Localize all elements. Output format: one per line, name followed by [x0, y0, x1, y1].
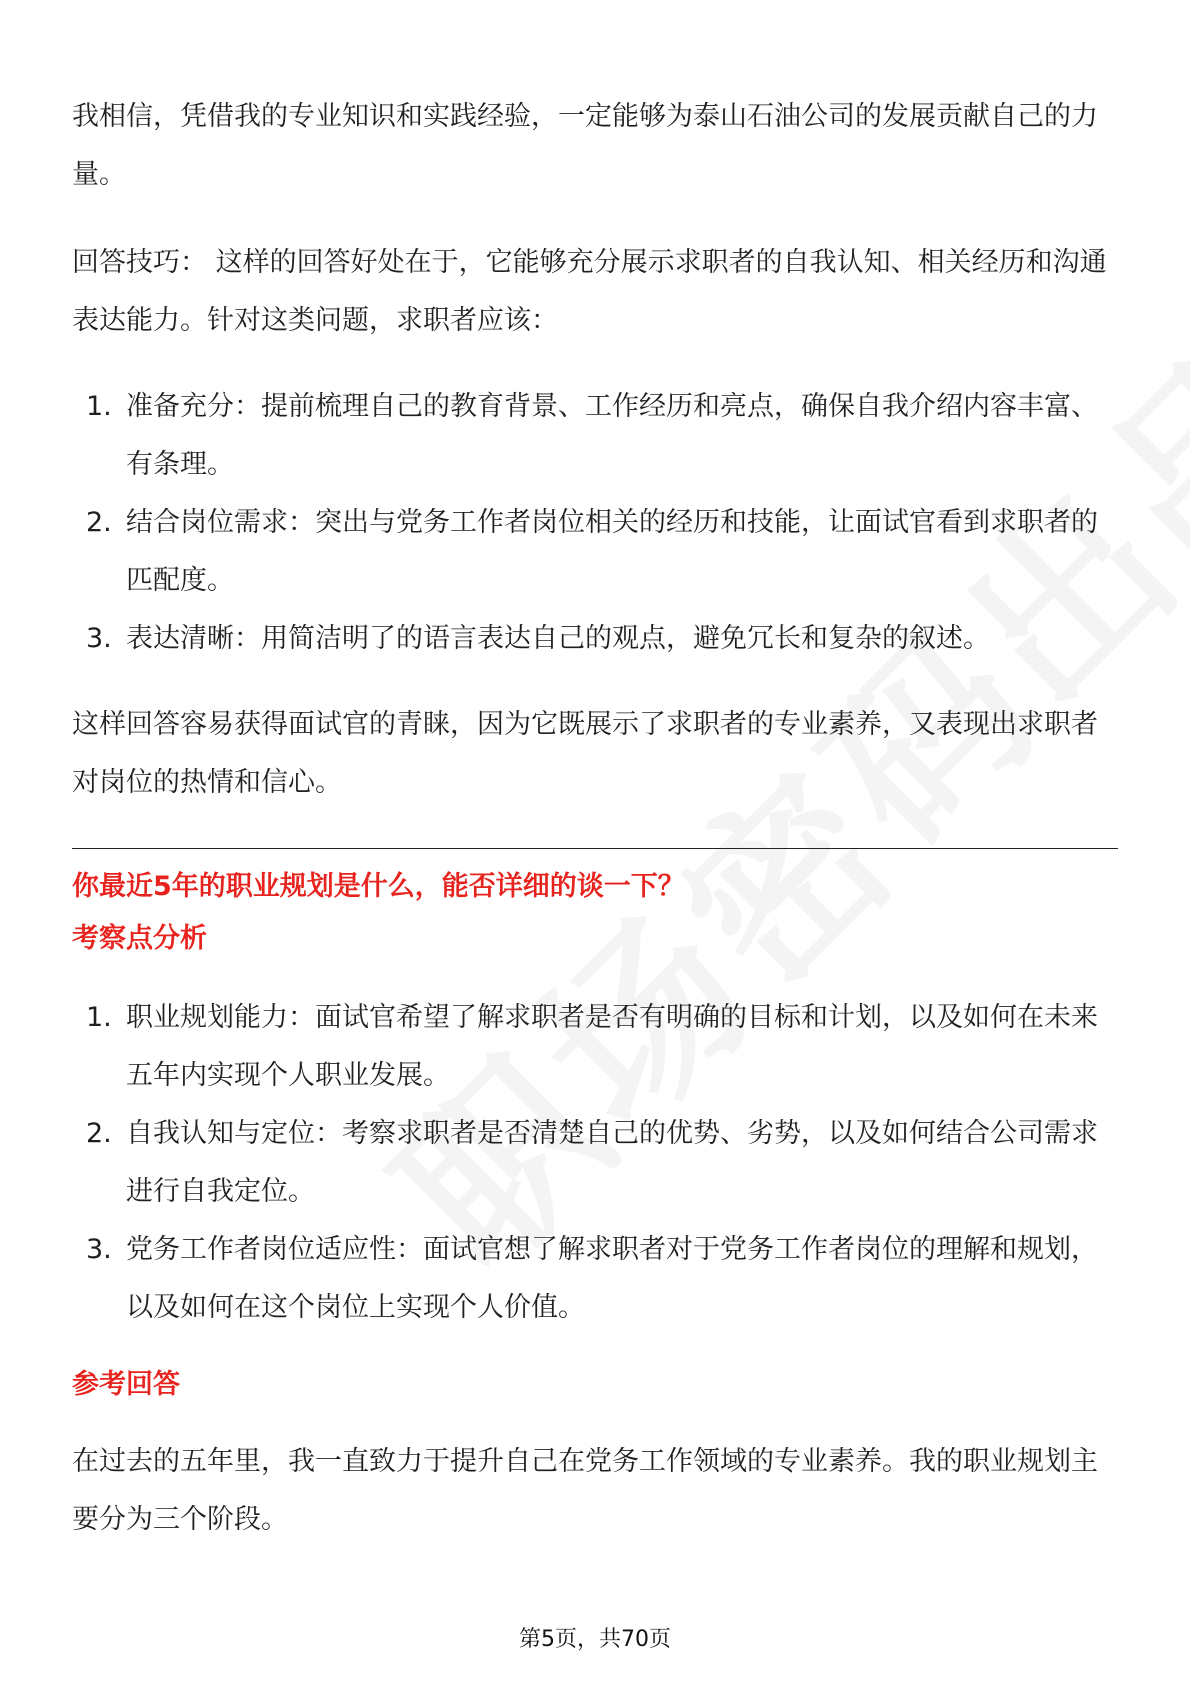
tips-list [72, 378, 1118, 668]
reference-title: 参考回答 [72, 1369, 180, 1400]
summary-paragraph: 这样回答容易获得面试官的青睐，因为它既展示了求职者的专业素养，又表现出求职者对岗位的热情和信心。 [72, 709, 1098, 798]
list-item: 2. 自我认知与定位：考察求职者是否清楚自己的优势、劣势，以及如何结合公司需求进行自我定位。 [86, 1118, 1098, 1207]
tips-paragraph: 回答技巧： 这样的回答好处在于，它能够充分展示求职者的自我认知、相关经历和沟通表达能力。针对这类问题，求职者应该： [72, 247, 1107, 336]
reference-paragraph: 在过去的五年里，我一直致力于提升自己在党务工作领域的专业素养。我的职业规划主要分为三个阶段。 [72, 1446, 1098, 1535]
list-item: 1. 准备充分：提前梳理自己的教育背景、工作经历和亮点，确保自我介绍内容丰富、有条理。 [86, 391, 1098, 480]
intro-paragraph: 我相信，凭借我的专业知识和实践经验，一定能够为泰山石油公司的发展贡献自己的力量。 [72, 101, 1098, 190]
list-item: 1. 职业规划能力：面试官希望了解求职者是否有明确的目标和计划，以及如何在未来五年内实现个人职业发展。 [86, 1002, 1098, 1091]
list-item: 3. 党务工作者岗位适应性：面试官想了解求职者对于党务工作者岗位的理解和规划，以及如何在这个岗位上实现个人价值。 [86, 1234, 1098, 1323]
analysis-list [72, 989, 1118, 1337]
list-item: 2. 结合岗位需求：突出与党务工作者岗位相关的经历和技能，让面试官看到求职者的匹配度。 [86, 507, 1098, 596]
list-item: 3. 表达清晰：用简洁明了的语言表达自己的观点，避免冗长和复杂的叙述。 [86, 623, 990, 654]
document-page [72, 88, 1118, 1549]
question-title: 你最近5年的职业规划是什么，能否详细的谈一下？ [72, 871, 685, 902]
page-number: 第5页，共70页 [519, 1627, 671, 1652]
analysis-title: 考察点分析 [72, 923, 207, 954]
